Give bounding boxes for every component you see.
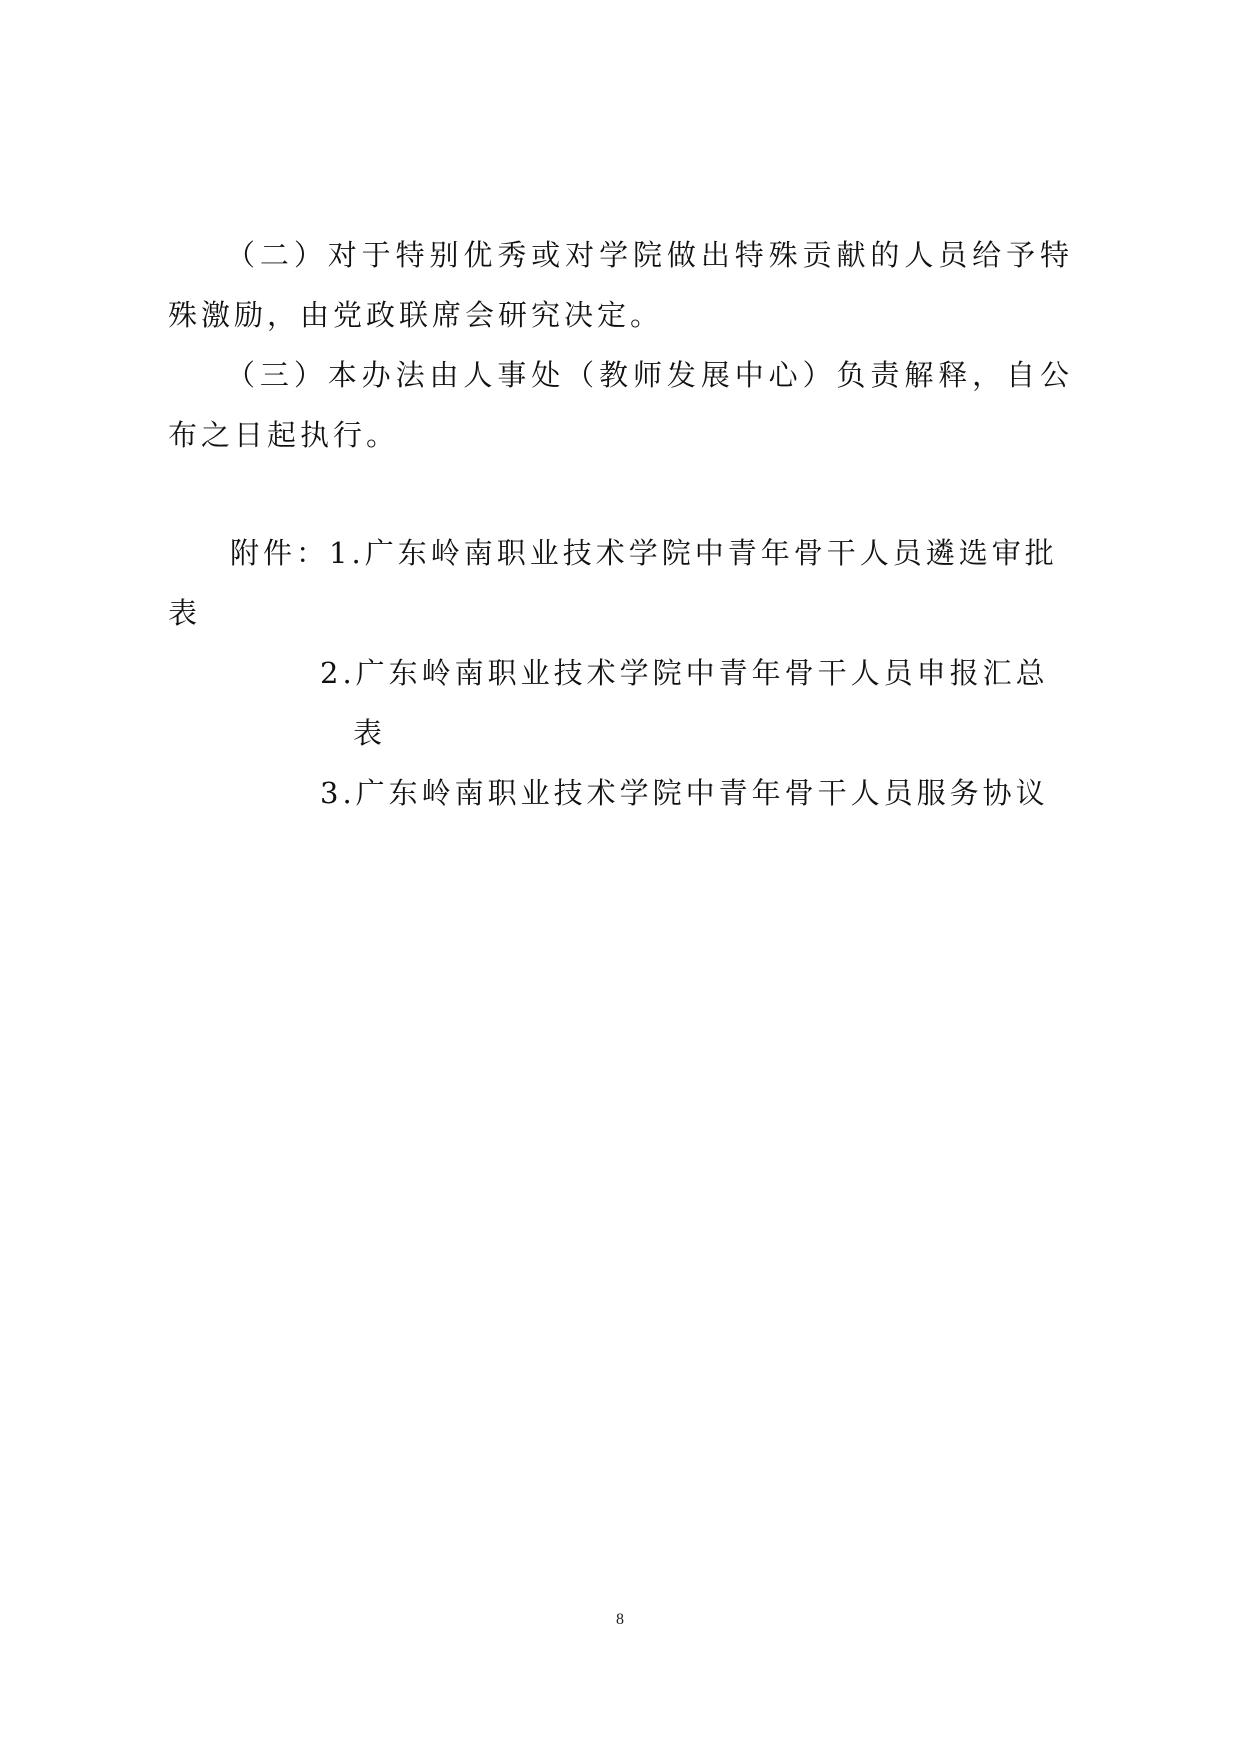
page-number: 8	[616, 1611, 624, 1628]
attachments-label: 附件：	[230, 536, 330, 570]
attachments-list	[168, 523, 1073, 823]
paragraph-special-incentive: （二）对于特别优秀或对学院做出特殊贡献的人员给予特殊激励，由党政联席会研究决定。	[168, 238, 1073, 332]
attachment-number: 1.	[329, 536, 365, 570]
attachment-item-1	[168, 523, 1073, 583]
paragraph-interpretation: （三）本办法由人事处（教师发展中心）负责解释，自公布之日起执行。	[168, 358, 1073, 452]
attachment-title: 广东岭南职业技术学院中青年骨干人员服务协议	[355, 776, 1049, 810]
attachment-title: 广东岭南职业技术学院中青年骨干人员遴选审批	[364, 536, 1058, 570]
attachment-item-2	[320, 643, 1060, 763]
attachment-item-3	[320, 763, 1060, 823]
attachment-title: 广东岭南职业技术学院中青年骨干人员申报汇总	[355, 656, 1049, 690]
attachment-number: 2.	[320, 656, 356, 690]
attachment-title-continuation: 表	[353, 716, 387, 750]
attachment-number: 3.	[320, 776, 356, 810]
attachment-item-1-continuation: 表	[168, 596, 202, 630]
